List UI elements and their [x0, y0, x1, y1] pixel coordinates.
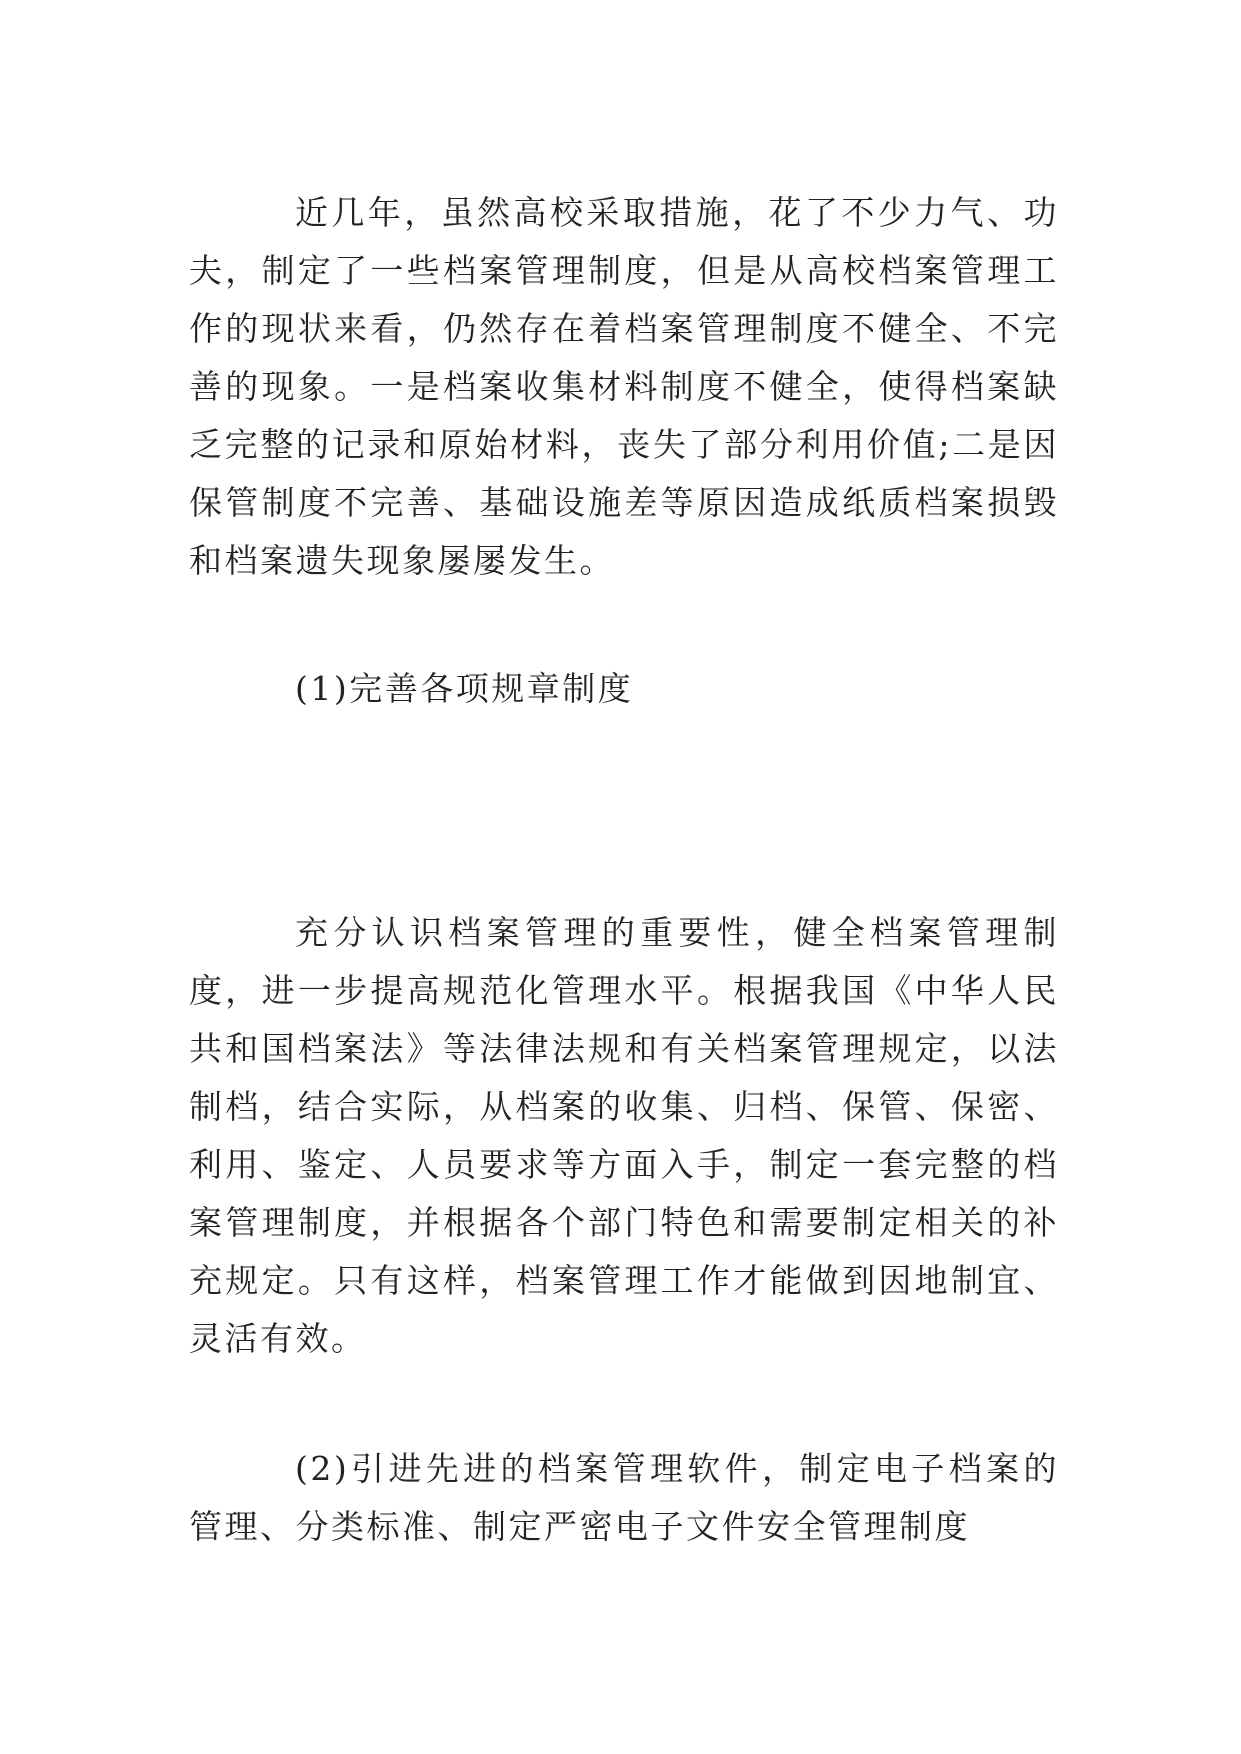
section-heading: (1)完善各项规章制度: [295, 669, 634, 708]
section-heading: (2)引进先进的档案管理软件，制定电子档案的管理、分类标准、制定严密电子文件安全管理制度: [189, 1449, 1059, 1546]
body-paragraph: 近几年，虽然高校采取措施，花了不少力气、功夫，制定了一些档案管理制度，但是从高校档案管理工作的现状来看，仍然存在着档案管理制度不健全、不完善的现象。一是档案收集材料制度不健全，使得档案缺乏完整的记录和原始材料，丧失了部分利用价值;二是因保管制度不完善、基础设施差等原因造成纸质档案损毁和档案遗失现象屡屡发生。: [189, 193, 1059, 580]
body-paragraph: 充分认识档案管理的重要性，健全档案管理制度，进一步提高规范化管理水平。根据我国《中华人民共和国档案法》等法律法规和有关档案管理规定，以法制档，结合实际，从档案的收集、归档、保管、保密、利用、鉴定、人员要求等方面入手，制定一套完整的档案管理制度，并根据各个部门特色和需要制定相关的补充规定。只有这样，档案管理工作才能做到因地制宜、灵活有效。: [189, 913, 1059, 1358]
